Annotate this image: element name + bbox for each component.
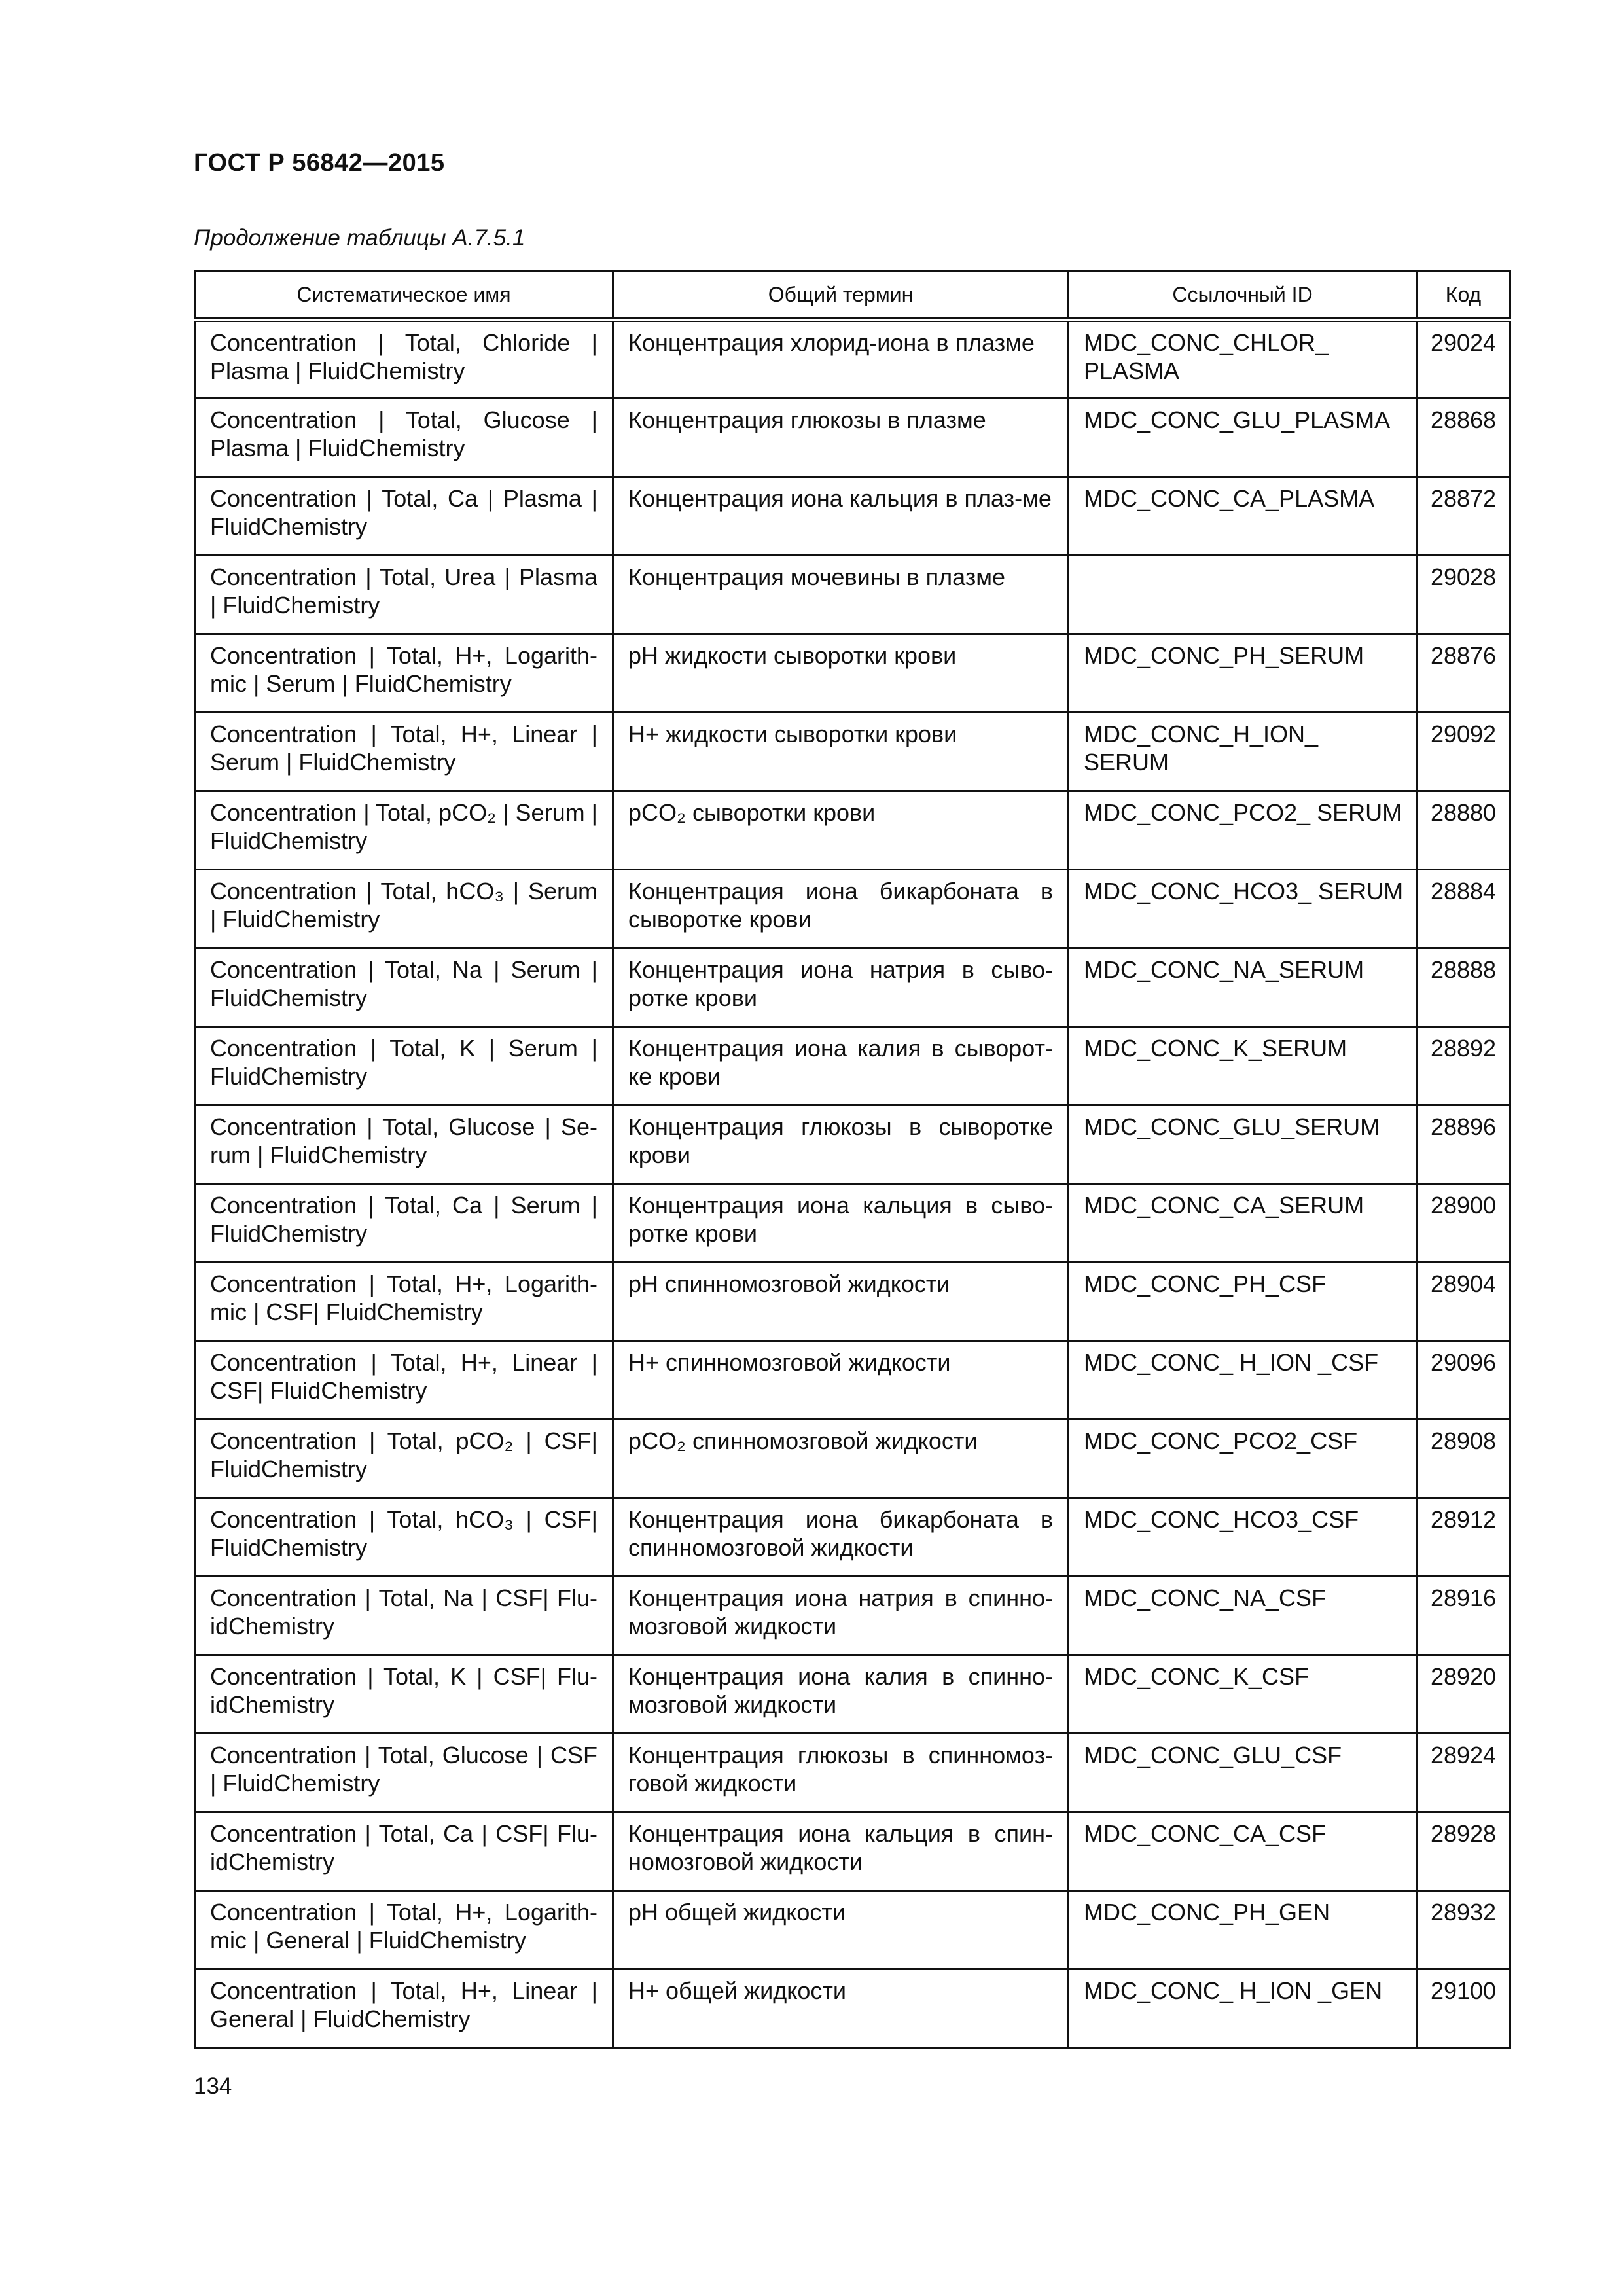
code-cell: 28916 bbox=[1417, 1577, 1510, 1655]
reference-id-cell: MDC_CONC_CA_CSF bbox=[1069, 1812, 1417, 1891]
column-header-systematic-name: Систематическое имя bbox=[195, 271, 613, 320]
table-container bbox=[194, 270, 1509, 2049]
page-number: 134 bbox=[194, 2073, 232, 2099]
table-row bbox=[195, 948, 1510, 1027]
reference-id-cell: MDC_CONC_GLU_SERUM bbox=[1069, 1105, 1417, 1184]
common-term-cell: Концентрация иона калия в спинно-мозговой жидкости bbox=[613, 1655, 1069, 1734]
table-row bbox=[195, 791, 1510, 870]
systematic-name-cell: Concentration | Total, K | Serum | FluidChemistry bbox=[195, 1027, 613, 1105]
code-cell: 28868 bbox=[1417, 399, 1510, 477]
systematic-name-cell: Concentration | Total, Ca | CSF| Flu-idChemistry bbox=[195, 1812, 613, 1891]
code-cell: 28920 bbox=[1417, 1655, 1510, 1734]
reference-id-cell: MDC_CONC_PH_GEN bbox=[1069, 1891, 1417, 1969]
code-cell: 28932 bbox=[1417, 1891, 1510, 1969]
table-row bbox=[195, 477, 1510, 556]
code-cell: 28904 bbox=[1417, 1263, 1510, 1341]
systematic-name-cell: Concentration | Total, Glucose | CSF | FluidChemistry bbox=[195, 1734, 613, 1812]
code-cell: 29028 bbox=[1417, 556, 1510, 634]
table-row bbox=[195, 1891, 1510, 1969]
reference-id-cell: MDC_CONC_NA_CSF bbox=[1069, 1577, 1417, 1655]
code-cell: 29092 bbox=[1417, 713, 1510, 791]
reference-id-cell: MDC_CONC_PCO2_CSF bbox=[1069, 1420, 1417, 1498]
table-header-row bbox=[195, 271, 1510, 320]
common-term-cell: Концентрация иона калия в сыворот-ке крови bbox=[613, 1027, 1069, 1105]
systematic-name-cell: Concentration | Total, Glucose | Plasma | FluidChemistry bbox=[195, 399, 613, 477]
code-cell: 29100 bbox=[1417, 1969, 1510, 2048]
code-cell: 29024 bbox=[1417, 320, 1510, 399]
common-term-cell: Концентрация иона кальция в спин-номозговой жидкости bbox=[613, 1812, 1069, 1891]
common-term-cell: Концентрация иона кальция в плаз-ме bbox=[613, 477, 1069, 556]
common-term-cell: Концентрация мочевины в плазме bbox=[613, 556, 1069, 634]
systematic-name-cell: Concentration | Total, pCO₂ | CSF| FluidChemistry bbox=[195, 1420, 613, 1498]
systematic-name-cell: Concentration | Total, H+, Logarith-mic | Serum | FluidChemistry bbox=[195, 634, 613, 713]
systematic-name-cell: Concentration | Total, H+, Logarith-mic | CSF| FluidChemistry bbox=[195, 1263, 613, 1341]
table-row bbox=[195, 870, 1510, 948]
systematic-name-cell: Concentration | Total, Na | Serum | FluidChemistry bbox=[195, 948, 613, 1027]
systematic-name-cell: Concentration | Total, Ca | Serum | FluidChemistry bbox=[195, 1184, 613, 1263]
common-term-cell: Концентрация глюкозы в сыворотке крови bbox=[613, 1105, 1069, 1184]
common-term-cell: pCO₂ сыворотки крови bbox=[613, 791, 1069, 870]
reference-id-cell: MDC_CONC_H_ION_ SERUM bbox=[1069, 713, 1417, 791]
reference-id-cell: MDC_CONC_HCO3_CSF bbox=[1069, 1498, 1417, 1577]
systematic-name-cell: Concentration | Total, H+, Logarith-mic | General | FluidChemistry bbox=[195, 1891, 613, 1969]
code-cell: 28892 bbox=[1417, 1027, 1510, 1105]
systematic-name-cell: Concentration | Total, Urea | Plasma | FluidChemistry bbox=[195, 556, 613, 634]
systematic-name-cell: Concentration | Total, hCO₃ | Serum | FluidChemistry bbox=[195, 870, 613, 948]
code-cell: 28888 bbox=[1417, 948, 1510, 1027]
reference-id-cell: MDC_CONC_PH_SERUM bbox=[1069, 634, 1417, 713]
systematic-name-cell: Concentration | Total, pCO₂ | Serum | FluidChemistry bbox=[195, 791, 613, 870]
code-cell: 29096 bbox=[1417, 1341, 1510, 1420]
reference-id-cell: MDC_CONC_PCO2_ SERUM bbox=[1069, 791, 1417, 870]
table-row bbox=[195, 1263, 1510, 1341]
document-header: ГОСТ Р 56842—2015 bbox=[194, 149, 445, 177]
systematic-name-cell: Concentration | Total, H+, Linear | General | FluidChemistry bbox=[195, 1969, 613, 2048]
common-term-cell: Концентрация глюкозы в спинномоз-говой жидкости bbox=[613, 1734, 1069, 1812]
systematic-name-cell: Concentration | Total, Glucose | Se-rum | FluidChemistry bbox=[195, 1105, 613, 1184]
reference-id-cell: MDC_CONC_ H_ION _CSF bbox=[1069, 1341, 1417, 1420]
table-row bbox=[195, 320, 1510, 399]
systematic-name-cell: Concentration | Total, K | CSF| Flu-idChemistry bbox=[195, 1655, 613, 1734]
reference-id-cell: MDC_CONC_GLU_CSF bbox=[1069, 1734, 1417, 1812]
table-row bbox=[195, 1812, 1510, 1891]
code-cell: 28900 bbox=[1417, 1184, 1510, 1263]
code-cell: 28896 bbox=[1417, 1105, 1510, 1184]
common-term-cell: Концентрация хлорид-иона в плазме bbox=[613, 320, 1069, 399]
common-term-cell: pH жидкости сыворотки крови bbox=[613, 634, 1069, 713]
table-row bbox=[195, 1655, 1510, 1734]
code-cell: 28908 bbox=[1417, 1420, 1510, 1498]
table-row bbox=[195, 634, 1510, 713]
systematic-name-cell: Concentration | Total, Ca | Plasma | FluidChemistry bbox=[195, 477, 613, 556]
reference-id-cell: MDC_CONC_ H_ION _GEN bbox=[1069, 1969, 1417, 2048]
table-row bbox=[195, 1734, 1510, 1812]
reference-id-cell bbox=[1069, 556, 1417, 634]
reference-id-cell: MDC_CONC_K_CSF bbox=[1069, 1655, 1417, 1734]
common-term-cell: H+ спинномозговой жидкости bbox=[613, 1341, 1069, 1420]
table-row bbox=[195, 1577, 1510, 1655]
common-term-cell: H+ жидкости сыворотки крови bbox=[613, 713, 1069, 791]
reference-id-cell: MDC_CONC_HCO3_ SERUM bbox=[1069, 870, 1417, 948]
table-row bbox=[195, 1184, 1510, 1263]
common-term-cell: pH спинномозговой жидкости bbox=[613, 1263, 1069, 1341]
table-row bbox=[195, 556, 1510, 634]
table-row bbox=[195, 1969, 1510, 2048]
common-term-cell: Концентрация иона натрия в спинно-мозговой жидкости bbox=[613, 1577, 1069, 1655]
column-header-common-term: Общий термин bbox=[613, 271, 1069, 320]
table-row bbox=[195, 1105, 1510, 1184]
table-row bbox=[195, 1027, 1510, 1105]
table-row bbox=[195, 1498, 1510, 1577]
table-row bbox=[195, 1420, 1510, 1498]
code-cell: 28876 bbox=[1417, 634, 1510, 713]
reference-id-cell: MDC_CONC_PH_CSF bbox=[1069, 1263, 1417, 1341]
systematic-name-cell: Concentration | Total, Chloride | Plasma | FluidChemistry bbox=[195, 320, 613, 399]
reference-id-cell: MDC_CONC_GLU_PLASMA bbox=[1069, 399, 1417, 477]
code-cell: 28928 bbox=[1417, 1812, 1510, 1891]
reference-id-cell: MDC_CONC_NA_SERUM bbox=[1069, 948, 1417, 1027]
terminology-table bbox=[194, 270, 1511, 2049]
table-row bbox=[195, 713, 1510, 791]
table-row bbox=[195, 1341, 1510, 1420]
table-row bbox=[195, 399, 1510, 477]
reference-id-cell: MDC_CONC_CHLOR_ PLASMA bbox=[1069, 320, 1417, 399]
common-term-cell: H+ общей жидкости bbox=[613, 1969, 1069, 2048]
systematic-name-cell: Concentration | Total, H+, Linear | CSF| FluidChemistry bbox=[195, 1341, 613, 1420]
reference-id-cell: MDC_CONC_CA_SERUM bbox=[1069, 1184, 1417, 1263]
code-cell: 28912 bbox=[1417, 1498, 1510, 1577]
column-header-reference-id: Ссылочный ID bbox=[1069, 271, 1417, 320]
code-cell: 28924 bbox=[1417, 1734, 1510, 1812]
common-term-cell: pH общей жидкости bbox=[613, 1891, 1069, 1969]
code-cell: 28884 bbox=[1417, 870, 1510, 948]
common-term-cell: Концентрация иона натрия в сыво-ротке крови bbox=[613, 948, 1069, 1027]
table-caption: Продолжение таблицы А.7.5.1 bbox=[194, 225, 526, 251]
reference-id-cell: MDC_CONC_K_SERUM bbox=[1069, 1027, 1417, 1105]
code-cell: 28872 bbox=[1417, 477, 1510, 556]
column-header-code: Код bbox=[1417, 271, 1510, 320]
systematic-name-cell: Concentration | Total, hCO₃ | CSF| FluidChemistry bbox=[195, 1498, 613, 1577]
common-term-cell: Концентрация глюкозы в плазме bbox=[613, 399, 1069, 477]
systematic-name-cell: Concentration | Total, Na | CSF| Flu-idChemistry bbox=[195, 1577, 613, 1655]
common-term-cell: Концентрация иона кальция в сыво-ротке крови bbox=[613, 1184, 1069, 1263]
common-term-cell: Концентрация иона бикарбоната в спинномозговой жидкости bbox=[613, 1498, 1069, 1577]
systematic-name-cell: Concentration | Total, H+, Linear | Serum | FluidChemistry bbox=[195, 713, 613, 791]
common-term-cell: Концентрация иона бикарбоната в сыворотке крови bbox=[613, 870, 1069, 948]
code-cell: 28880 bbox=[1417, 791, 1510, 870]
common-term-cell: pCO₂ спинномозговой жидкости bbox=[613, 1420, 1069, 1498]
reference-id-cell: MDC_CONC_CA_PLASMA bbox=[1069, 477, 1417, 556]
